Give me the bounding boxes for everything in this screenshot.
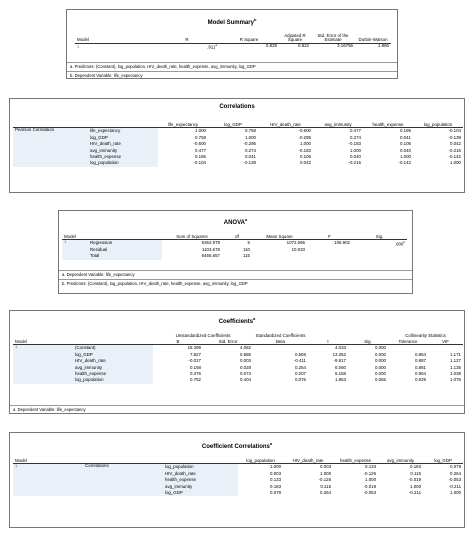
cell	[428, 345, 463, 352]
row-label: health_expense	[88, 154, 158, 160]
cell: 0.887	[415, 358, 426, 364]
row-label: Residual	[88, 247, 162, 253]
cell: 1072.596	[286, 240, 305, 246]
column-header: R Square	[219, 31, 279, 43]
cell: 0.183	[410, 464, 422, 470]
cell: 0.003	[320, 464, 332, 470]
cell: 1.000	[350, 147, 361, 153]
row-label: HIV_death_rate	[73, 358, 153, 364]
cell: -0.053	[363, 489, 377, 495]
cell: 0.040	[350, 153, 361, 159]
cell: 0.079	[270, 489, 282, 495]
cell: -0.027	[188, 358, 201, 364]
anova-table	[62, 233, 407, 260]
cell: 0.000	[375, 370, 386, 376]
row-label: log_GDP	[163, 490, 238, 496]
cell: 5362.979	[201, 240, 220, 246]
cell	[252, 253, 307, 259]
column-header: Model	[75, 31, 155, 43]
column-header: F	[307, 233, 352, 240]
cell: 0.168	[190, 364, 201, 370]
column-header: log_GDP	[423, 457, 463, 464]
r-mark: a	[215, 43, 217, 47]
spacer-cell	[308, 327, 388, 338]
footnote-divider	[67, 62, 397, 63]
footnote-divider	[59, 270, 412, 271]
r-value: .911	[207, 44, 216, 50]
table-row	[13, 345, 463, 352]
cell: -0.019	[363, 483, 377, 489]
group-header: Standardized Coefficients	[255, 332, 306, 338]
column-header: Mean Square	[252, 233, 307, 240]
cell: -0.142	[448, 153, 461, 159]
model-summary-title	[67, 17, 397, 26]
cell: -0.104	[448, 128, 461, 134]
cell: -9.817	[333, 358, 346, 364]
column-header: Std. Error	[203, 338, 253, 345]
cell: 0.042	[300, 160, 311, 166]
model-summary-panel	[66, 9, 398, 79]
column-header: avg_immunity	[378, 457, 423, 464]
row-label: life_expectancy	[88, 128, 158, 135]
cell: 6466.657	[201, 253, 220, 259]
cell: 1103.678	[202, 246, 220, 252]
anova-title-mark: a	[245, 217, 248, 222]
footnote-divider	[59, 279, 412, 280]
row-label: log_GDP	[88, 135, 158, 141]
cell: 0.115	[410, 470, 422, 476]
cell: 0.183	[270, 483, 282, 489]
coefficient-correlations-title-text: Coefficient Correlations	[201, 444, 270, 450]
r-square-cell: 0.829	[266, 43, 277, 49]
column-header: Sum of Squares	[162, 233, 222, 240]
row-label: log_GDP	[73, 352, 153, 358]
coefficients-panel	[9, 310, 465, 414]
cell: -0.104	[193, 160, 206, 166]
row-label: (Constant)	[73, 345, 153, 352]
stub-label: Correlations	[83, 464, 163, 496]
cell: 0.964	[415, 370, 426, 376]
table-row	[13, 377, 463, 383]
corner-cell	[13, 327, 153, 338]
cell: 1.171	[450, 351, 462, 357]
cell: 0.758	[245, 128, 256, 134]
cell: 0.274	[350, 134, 361, 140]
cell: 1.000	[245, 134, 256, 140]
column-header: HIV_death_rate	[258, 121, 313, 128]
column-header: avg_immunity	[313, 121, 363, 128]
coefficients-table	[13, 327, 463, 384]
row-label: log_population	[163, 464, 238, 471]
column-header: Beta	[253, 338, 308, 345]
cell: 13.352	[332, 351, 346, 357]
model-summary-title-text: Model Summary	[207, 20, 254, 26]
cell: 0.041	[400, 134, 411, 140]
cell: 0.264	[320, 489, 332, 495]
column-header: life_expectancy	[158, 121, 208, 128]
cell: 18.399	[187, 345, 201, 351]
cell: 1.000	[410, 483, 422, 489]
row-label: avg_immunity	[73, 365, 153, 371]
row-label: log_population	[73, 377, 153, 383]
cell	[352, 253, 407, 259]
cell: 0.376	[190, 370, 201, 376]
table-header-row	[62, 233, 407, 240]
coefficients-title-mark: a	[253, 316, 256, 321]
correlations-table	[13, 121, 463, 167]
cell: 0.000	[375, 351, 386, 357]
sig-mark: b	[403, 239, 405, 244]
model-number: 1	[13, 464, 83, 496]
coefficient-correlations-title	[10, 441, 464, 450]
cell: 0.274	[245, 147, 256, 153]
table-row	[13, 128, 463, 135]
cell: -0.183	[348, 141, 361, 147]
anova-panel	[58, 210, 413, 294]
cell: -0.211	[408, 489, 422, 495]
column-header: Durbin-Watson	[355, 31, 391, 43]
row-label: HIV_death_rate	[163, 471, 238, 477]
cell: 0.003	[270, 470, 282, 476]
table-header-row	[13, 338, 463, 345]
adj-r-square-cell: 0.822	[298, 43, 309, 49]
footnote: b. Predictors: (Constant), log_population, HIV_death_rate, health_expense, avg_immunity, log_GDP	[62, 281, 248, 286]
cell: 7.827	[190, 351, 201, 357]
cell: 0.076	[295, 377, 306, 383]
cell: 1.000	[365, 477, 377, 483]
coefficient-correlations-table	[13, 457, 463, 496]
sig-value: .000	[394, 241, 404, 247]
cell: 0.041	[245, 153, 256, 159]
cell: 0.881	[415, 364, 426, 370]
cell	[307, 253, 352, 259]
table-header-row	[13, 121, 463, 128]
cell: 0.003	[240, 358, 251, 364]
anova-title-text: ANOVA	[223, 220, 245, 226]
row-label: HIV_death_rate	[88, 141, 158, 147]
column-header: Adjusted R Square	[279, 31, 311, 43]
table-row	[62, 240, 407, 247]
cell: -0.295	[298, 134, 311, 140]
row-label: log_population	[88, 160, 158, 166]
footnote: b. Dependent Variable: life_expectancy	[70, 73, 143, 78]
column-header: Sig.	[352, 233, 407, 240]
row-label: Regression	[88, 240, 162, 247]
cell: -0.411	[293, 358, 306, 364]
cell: 1.000	[195, 128, 206, 134]
column-header: Tolerance	[388, 338, 428, 345]
cell: 0.079	[450, 464, 462, 470]
column-header: Std. Error of the Estimate	[311, 31, 355, 43]
cell: 0.028	[240, 364, 251, 370]
footnote: a. Dependent Variable: life_expectancy	[62, 272, 135, 277]
cell: 115	[243, 253, 250, 259]
table-header-row	[13, 457, 463, 464]
sig-cell	[352, 240, 407, 247]
row-label: avg_immunity	[163, 484, 238, 490]
anova-title	[59, 217, 412, 226]
cell: 0.042	[450, 141, 461, 147]
footnote-divider	[10, 405, 464, 406]
model-number: 1	[77, 43, 80, 49]
coefficients-title	[10, 316, 464, 325]
table-row	[62, 253, 407, 259]
column-header: log_population	[413, 121, 463, 128]
cell: 1.000	[450, 160, 461, 166]
cell: 1.076	[450, 377, 462, 383]
cell	[253, 345, 308, 352]
cell: 1.127	[450, 358, 462, 364]
cell: 0.207	[295, 370, 306, 376]
model-number: 1	[62, 240, 88, 260]
cell: 0.186	[400, 128, 411, 134]
cell: -0.142	[398, 160, 411, 166]
cell: 0.477	[195, 147, 206, 153]
corner-cell	[13, 121, 88, 128]
row-label: avg_immunity	[88, 148, 158, 154]
footnote: a. Predictors: (Constant), log_population, HIV_death_rate, health_expense, avg_immunity, log_GDP	[70, 64, 256, 69]
cell: 0.106	[400, 141, 411, 147]
cell: 0.000	[375, 345, 386, 351]
cell: -0.211	[448, 483, 462, 489]
column-header: health_expense	[363, 121, 413, 128]
cell: 0.073	[240, 370, 251, 376]
cell: 1.135	[450, 364, 462, 370]
cell: 1.000	[450, 489, 462, 495]
column-header: health_expense	[333, 457, 378, 464]
cell: -0.216	[448, 147, 461, 153]
cell: 0.065	[375, 377, 386, 383]
column-header: df	[222, 233, 252, 240]
footnote: a. Dependent Variable: life_expectancy	[13, 407, 86, 412]
column-header: Model	[62, 233, 162, 240]
row-label: Total	[88, 253, 162, 259]
cell: -0.019	[408, 477, 422, 483]
model-summary-title-mark: b	[253, 17, 257, 22]
cell: -0.139	[448, 134, 461, 140]
column-header: VIF	[428, 338, 463, 345]
cell: 0.000	[375, 358, 386, 364]
std-error-cell: 3.16756	[337, 43, 353, 49]
correlations-title: Correlations	[219, 104, 255, 110]
cell: 4.033	[335, 345, 346, 351]
cell: 1.000	[300, 141, 311, 147]
cell: 0.404	[240, 377, 251, 383]
row-label: health_expense	[163, 477, 238, 483]
coefficients-title-text: Coefficients	[218, 319, 254, 325]
cell: 1.863	[335, 377, 346, 383]
group-header: Collinearity Statistics	[405, 332, 446, 338]
r-cell	[155, 43, 219, 50]
corner-cell	[88, 121, 158, 128]
cell: 0.186	[195, 153, 206, 159]
cell: 5	[247, 240, 250, 246]
column-header: log_population	[238, 457, 283, 464]
cell: 1.038	[450, 370, 462, 376]
table-header-row	[75, 31, 391, 43]
group-header: Unstandardized Coefficients	[175, 332, 231, 338]
row-label: health_expense	[73, 371, 153, 377]
model-number: 1	[13, 345, 73, 384]
coefficient-correlations-panel	[9, 432, 465, 528]
cell: 1.000	[270, 464, 282, 470]
cell: -0.600	[193, 141, 206, 147]
column-header: B	[153, 338, 203, 345]
cell: -0.139	[243, 160, 256, 166]
cell: 0.040	[400, 147, 411, 153]
column-header: R	[155, 31, 219, 43]
cell: 0.854	[415, 351, 426, 357]
column-header: Model	[13, 338, 153, 345]
column-header: Sig.	[348, 338, 388, 345]
cell: 0.752	[190, 377, 201, 383]
cell: 106.902	[334, 240, 350, 246]
cell: -0.216	[348, 160, 361, 166]
cell: 110	[243, 246, 250, 252]
stub-label: Pearson Correlation	[13, 128, 88, 167]
coefficient-correlations-title-mark: a	[269, 441, 273, 446]
table-row	[75, 43, 391, 50]
cell: 0.254	[295, 364, 306, 370]
group-header-row	[13, 327, 463, 338]
cell	[388, 345, 428, 352]
cell: 0.133	[270, 477, 282, 483]
footnote-divider	[67, 71, 397, 72]
cell: 5.158	[335, 370, 346, 376]
column-header: t	[308, 338, 348, 345]
cell: -0.126	[318, 477, 332, 483]
model-summary-table	[75, 31, 391, 50]
cell: -0.053	[448, 477, 462, 483]
cell: 0.586	[240, 351, 251, 357]
column-header: Model	[13, 457, 238, 464]
column-header: HIV_death_rate	[283, 457, 333, 464]
cell: 0.477	[350, 128, 361, 134]
cell: 1.000	[320, 470, 332, 476]
cell: 0.106	[300, 153, 311, 159]
cell: -0.600	[298, 128, 311, 134]
correlations-panel	[9, 98, 465, 193]
cell: 0.133	[365, 464, 377, 470]
cell: 0.569	[295, 351, 306, 357]
cell: 0.758	[195, 134, 206, 140]
cell: 0.115	[320, 483, 332, 489]
cell: 1.000	[400, 153, 411, 159]
column-header: log_GDP	[208, 121, 258, 128]
cell: 0.000	[375, 364, 386, 370]
cell: 4.082	[240, 345, 251, 351]
table-row	[13, 464, 463, 471]
cell: -0.183	[298, 147, 311, 153]
cell: -0.295	[243, 141, 256, 147]
cell: 0.929	[415, 377, 426, 383]
cell: 0.264	[450, 470, 462, 476]
durbin-watson-cell: 1.866	[378, 43, 389, 49]
cell: 6.060	[335, 364, 346, 370]
cell: 10.033	[291, 246, 305, 252]
cell: -0.126	[363, 470, 377, 476]
